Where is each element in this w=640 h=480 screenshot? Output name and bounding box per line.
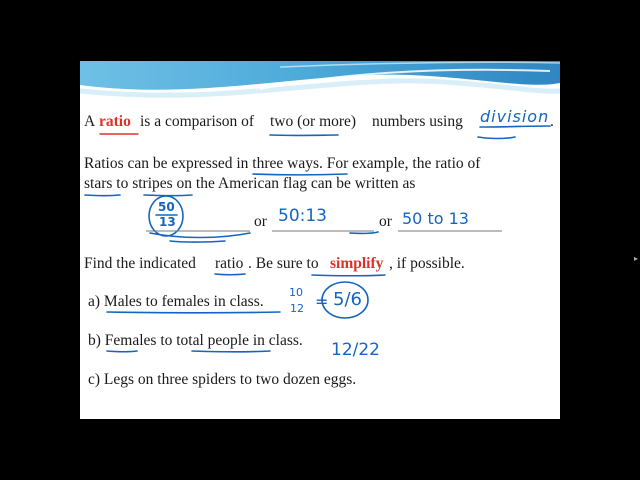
or-separator-1: or xyxy=(254,213,267,230)
question-c: c) Legs on three spiders to two dozen eggs. xyxy=(88,371,357,388)
fraction-numerator: 50 xyxy=(158,200,175,214)
definition-numbers-using: numbers using xyxy=(372,113,463,130)
task-ratio: ratio xyxy=(215,255,244,272)
question-a-work-numerator: 10 xyxy=(289,286,303,299)
task-middle: . Be sure to xyxy=(248,255,319,272)
definition-a: A xyxy=(84,113,96,130)
definition-period: . xyxy=(550,113,554,130)
definition-two-or-more: two (or more) xyxy=(270,113,357,130)
ways-line-1: Ratios can be expressed in three ways. For example, the ratio of xyxy=(84,155,481,172)
or-separator-2: or xyxy=(379,213,392,230)
question-a: a) Males to females in class. xyxy=(88,293,264,310)
colon-form: 50:13 xyxy=(278,206,327,226)
question-a-work-denominator: 12 xyxy=(290,302,304,315)
ways-line-2: stars to stripes on the American flag can be written as xyxy=(84,175,416,192)
slide xyxy=(80,61,560,419)
question-a-equals: = xyxy=(315,292,329,311)
question-b-work: 12/22 xyxy=(331,340,380,360)
question-a-answer: 5/6 xyxy=(333,289,362,310)
question-b: b) Females to total people in class. xyxy=(88,332,303,349)
to-form: 50 to 13 xyxy=(402,209,469,228)
keyword-ratio: ratio xyxy=(99,113,131,130)
fraction-denominator: 13 xyxy=(159,215,176,229)
edge-arrow-icon: ▸ xyxy=(634,254,639,263)
task-prefix: Find the indicated xyxy=(84,255,196,272)
slide-header-banner xyxy=(80,61,560,113)
keyword-simplify: simplify xyxy=(330,255,384,272)
handwritten-division: division xyxy=(480,107,550,126)
definition-is-a-comparison: is a comparison of xyxy=(140,113,255,130)
task-suffix: , if possible. xyxy=(389,255,465,272)
